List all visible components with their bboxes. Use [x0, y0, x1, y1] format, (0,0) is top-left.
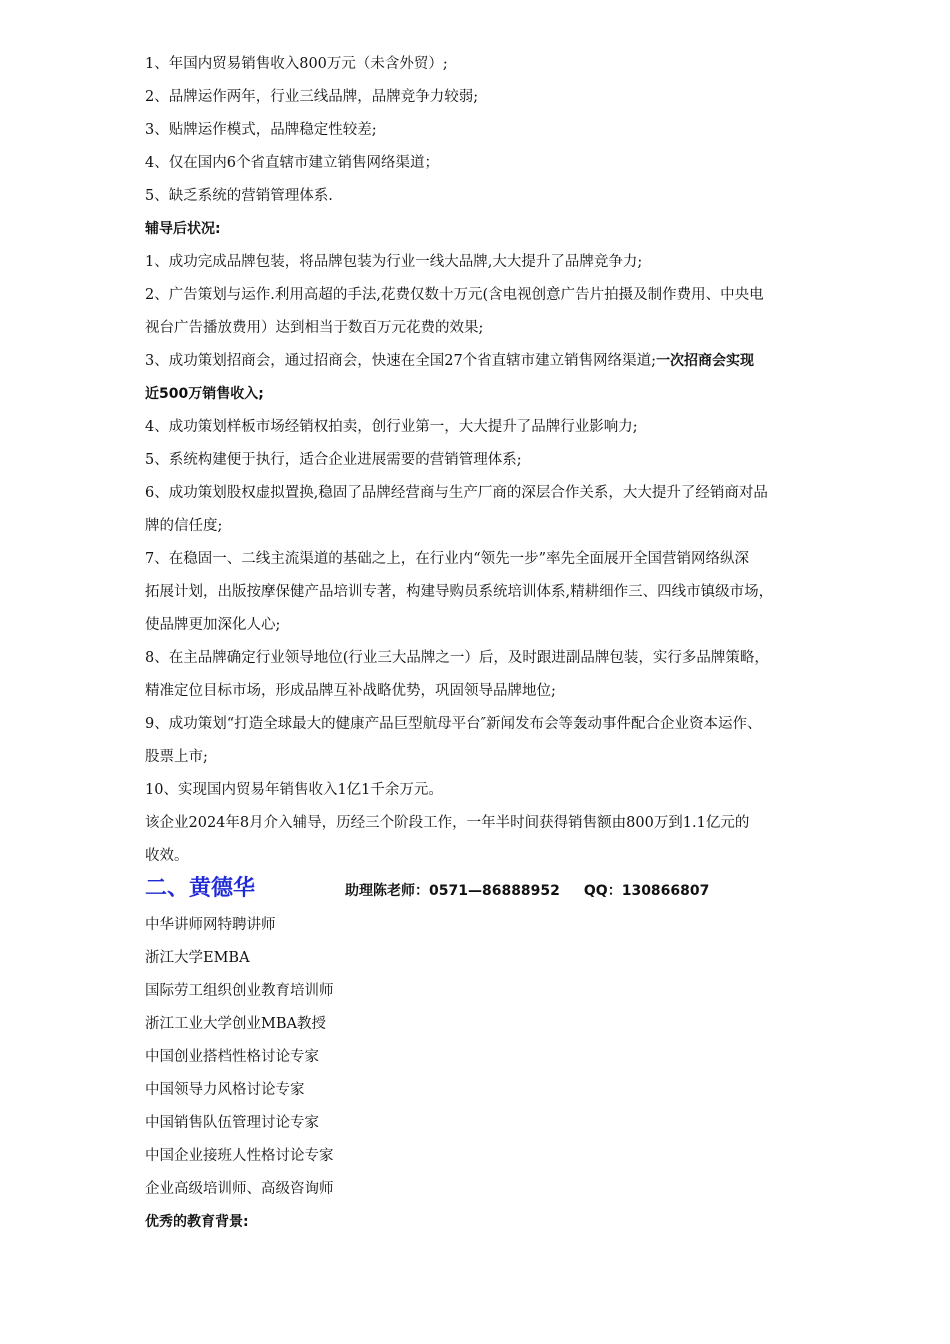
title-item-7: 中国销售队伍管理讨论专家	[145, 1115, 319, 1131]
after-item-6-line-1: 6、成功策划股权虚拟置换,稳固了品牌经营商与生产厂商的深层合作关系，大大提升了经销商对品	[145, 485, 768, 501]
after-item-8-line-2: 精准定位目标市场，形成品牌互补战略优势，巩固领导品牌地位;	[145, 683, 556, 699]
before-item-1: 1、年国内贸易销售收入800万元（未含外贸）;	[145, 56, 448, 72]
summary-line-1: 该企业2024年8月介入辅导，历经三个阶段工作，一年半时间获得销售额由800万到1.1亿元的	[145, 815, 750, 831]
section-title: 二、黄德华	[145, 876, 256, 901]
before-item-5: 5、缺乏系统的营销管理体系.	[145, 188, 333, 204]
summary-line-2: 收效。	[145, 848, 189, 864]
after-item-8-line-1: 8、在主品牌确定行业领导地位(行业三大品牌之一）后，及时跟进副品牌包装，实行多品牌策略，	[145, 650, 769, 666]
after-item-5: 5、系统构建便于执行，适合企业进展需要的营销管理体系;	[145, 452, 522, 468]
after-item-6-line-2: 牌的信任度;	[145, 518, 223, 534]
after-item-9-line-2: 股票上市;	[145, 749, 208, 765]
title-item-6: 中国领导力风格讨论专家	[145, 1082, 305, 1098]
after-item-3-text: 3、成功策划招商会，通过招商会，快速在全国27个省直辖市建立销售网络渠道;	[145, 353, 657, 369]
title-item-9: 企业高级培训师、高级咨询师	[145, 1181, 334, 1197]
after-item-1: 1、成功完成品牌包装，将品牌包装为行业一线大品牌,大大提升了品牌竞争力;	[145, 254, 643, 270]
title-item-4: 浙江工业大学创业MBA教授	[145, 1016, 326, 1032]
after-item-3-highlight: 一次招商会实现	[656, 353, 755, 369]
after-item-4: 4、成功策划样板市场经销权拍卖，创行业第一，大大提升了品牌行业影响力;	[145, 419, 638, 435]
contact-info	[345, 871, 709, 911]
title-item-5: 中国创业搭档性格讨论专家	[145, 1049, 319, 1065]
qq-number: QQ：130866807	[583, 883, 710, 899]
before-item-2: 2、品牌运作两年，行业三线品牌，品牌竞争力较弱;	[145, 89, 479, 105]
after-item-7-line-3: 使品牌更加深化人心;	[145, 617, 281, 633]
after-item-9-line-1: 9、成功策划“打造全球最大的健康产品巨型航母平台″新闻发布会等轰动事件配合企业资本运作、	[145, 716, 762, 732]
after-item-7-line-1: 7、在稳固一、二线主流渠道的基础之上，在行业内“领先一步”率先全面展开全国营销网络纵深	[145, 551, 750, 567]
after-heading: 辅导后状况:	[145, 221, 221, 237]
after-item-3-line-2: 近500万销售收入;	[145, 386, 264, 402]
assistant-phone: 助理陈老师：0571—86888952	[345, 883, 560, 899]
title-item-8: 中国企业接班人性格讨论专家	[145, 1148, 334, 1164]
after-item-2-line-2: 视台广告播放费用）达到相当于数百万元花费的效果;	[145, 320, 484, 336]
after-item-10: 10、实现国内贸易年销售收入1亿1千余万元。	[145, 782, 443, 798]
education-heading: 优秀的教育背景:	[145, 1214, 249, 1230]
after-item-2-line-1: 2、广告策划与运作.利用高超的手法,花费仅数十万元(含电视创意广告片拍摄及制作费用、中央电	[145, 287, 764, 303]
title-item-3: 国际劳工组织创业教育培训师	[145, 983, 334, 999]
document-page	[145, 48, 870, 1239]
before-item-3: 3、贴牌运作模式，品牌稳定性较差;	[145, 122, 377, 138]
title-item-2: 浙江大学EMBA	[145, 950, 250, 966]
section-header	[145, 869, 870, 909]
title-item-1: 中华讲师网特聘讲师	[145, 917, 276, 933]
before-item-4: 4、仅在国内6个省直辖市建立销售网络渠道；	[145, 155, 439, 171]
after-item-7-line-2: 拓展计划，出版按摩保健产品培训专著，构建导购员系统培训体系,精耕细作三、四线市镇级市场，	[145, 584, 774, 600]
after-item-3-line-1	[145, 345, 870, 378]
